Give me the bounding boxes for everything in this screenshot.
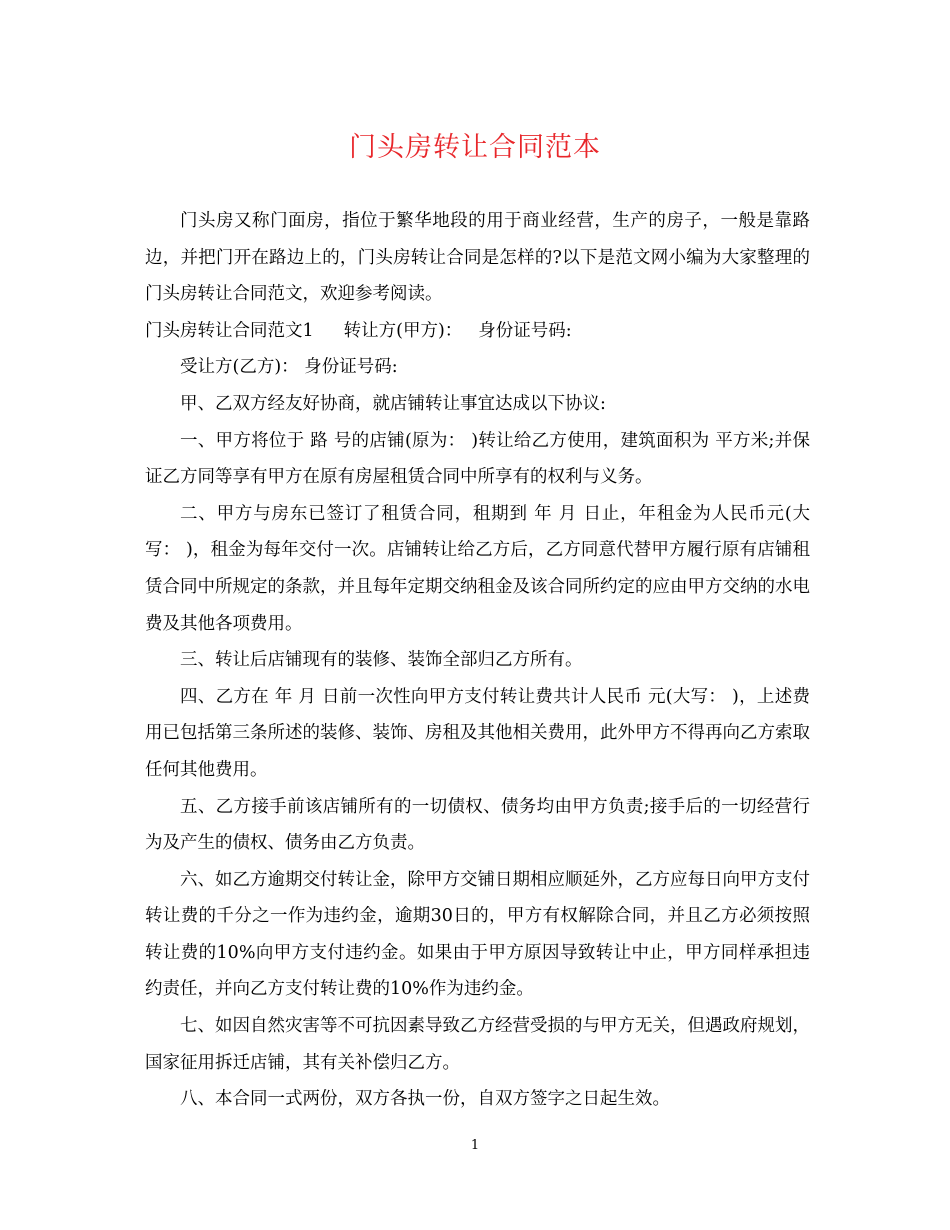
sample-heading-row bbox=[145, 313, 810, 350]
clause-5: 五、乙方接手前该店铺所有的一切债权、债务均由甲方负责;接手后的一切经营行为及产生的债权、债务由乙方负责。 bbox=[145, 796, 810, 854]
transferor-label: 转让方(甲方)： bbox=[343, 320, 463, 341]
clause-7: 七、如因自然灾害等不可抗因素导致乙方经营受损的与甲方无关，但遇政府规划，国家征用拆迁店铺，其有关补偿归乙方。 bbox=[145, 1016, 810, 1073]
document-body bbox=[145, 203, 810, 1118]
clause-2: 二、甲方与房东已签订了租赁合同，租期到 年 月 日止，年租金为人民币元(大写： )，租金为每年交付一次。店铺转让给乙方后，乙方同意代替甲方履行原有店铺租赁合同中所规定的条款，并且每年定期交纳租金及该合同所约定的应由甲方交纳的水电费及其他各项费用。 bbox=[145, 503, 810, 634]
sample-heading: 门头房转让合同范文1 bbox=[145, 320, 314, 341]
document-title: 门头房转让合同范本 bbox=[349, 132, 601, 163]
page-number: 1 bbox=[470, 1138, 480, 1153]
transferor-id-label: 身份证号码: bbox=[478, 320, 572, 341]
clause-3: 三、转让后店铺现有的装修、装饰全部归乙方所有。 bbox=[180, 650, 583, 671]
clause-6: 六、如乙方逾期交付转让金，除甲方交铺日期相应顺延外，乙方应每日向甲方支付转让费的千分之一作为违约金，逾期30日的，甲方有权解除合同，并且乙方必须按照转让费的10%向甲方支付违约金。如果由于甲方原因导致转让中止，甲方同样承担违约责任，并向乙方支付转让费的10%作为违约金。 bbox=[145, 869, 810, 1000]
transferee-line: 受让方(乙方)： 身份证号码: bbox=[180, 357, 398, 378]
clause-preamble: 甲、乙双方经友好协商，就店铺转让事宜达成以下协议: bbox=[180, 393, 606, 414]
intro-paragraph: 门头房又称门面房，指位于繁华地段的用于商业经营，生产的房子，一般是靠路边，并把门开在路边上的，门头房转让合同是怎样的?以下是范文网小编为大家整理的门头房转让合同范文，欢迎参考阅读。 bbox=[145, 211, 810, 305]
clause-4: 四、乙方在 年 月 日前一次性向甲方支付转让费共计人民币 元(大写： )，上述费用已包括第三条所述的装修、装饰、房租及其他相关费用，此外甲方不得再向乙方索取任何其他费用。 bbox=[145, 686, 810, 780]
clause-8: 八、本合同一式两份，双方各执一份，自双方签字之日起生效。 bbox=[180, 1089, 670, 1110]
clause-1: 一、甲方将位于 路 号的店铺(原为： )转让给乙方使用，建筑面积为 平方米;并保证乙方同等享有甲方在原有房屋租赁合同中所享有的权利与义务。 bbox=[145, 430, 810, 488]
